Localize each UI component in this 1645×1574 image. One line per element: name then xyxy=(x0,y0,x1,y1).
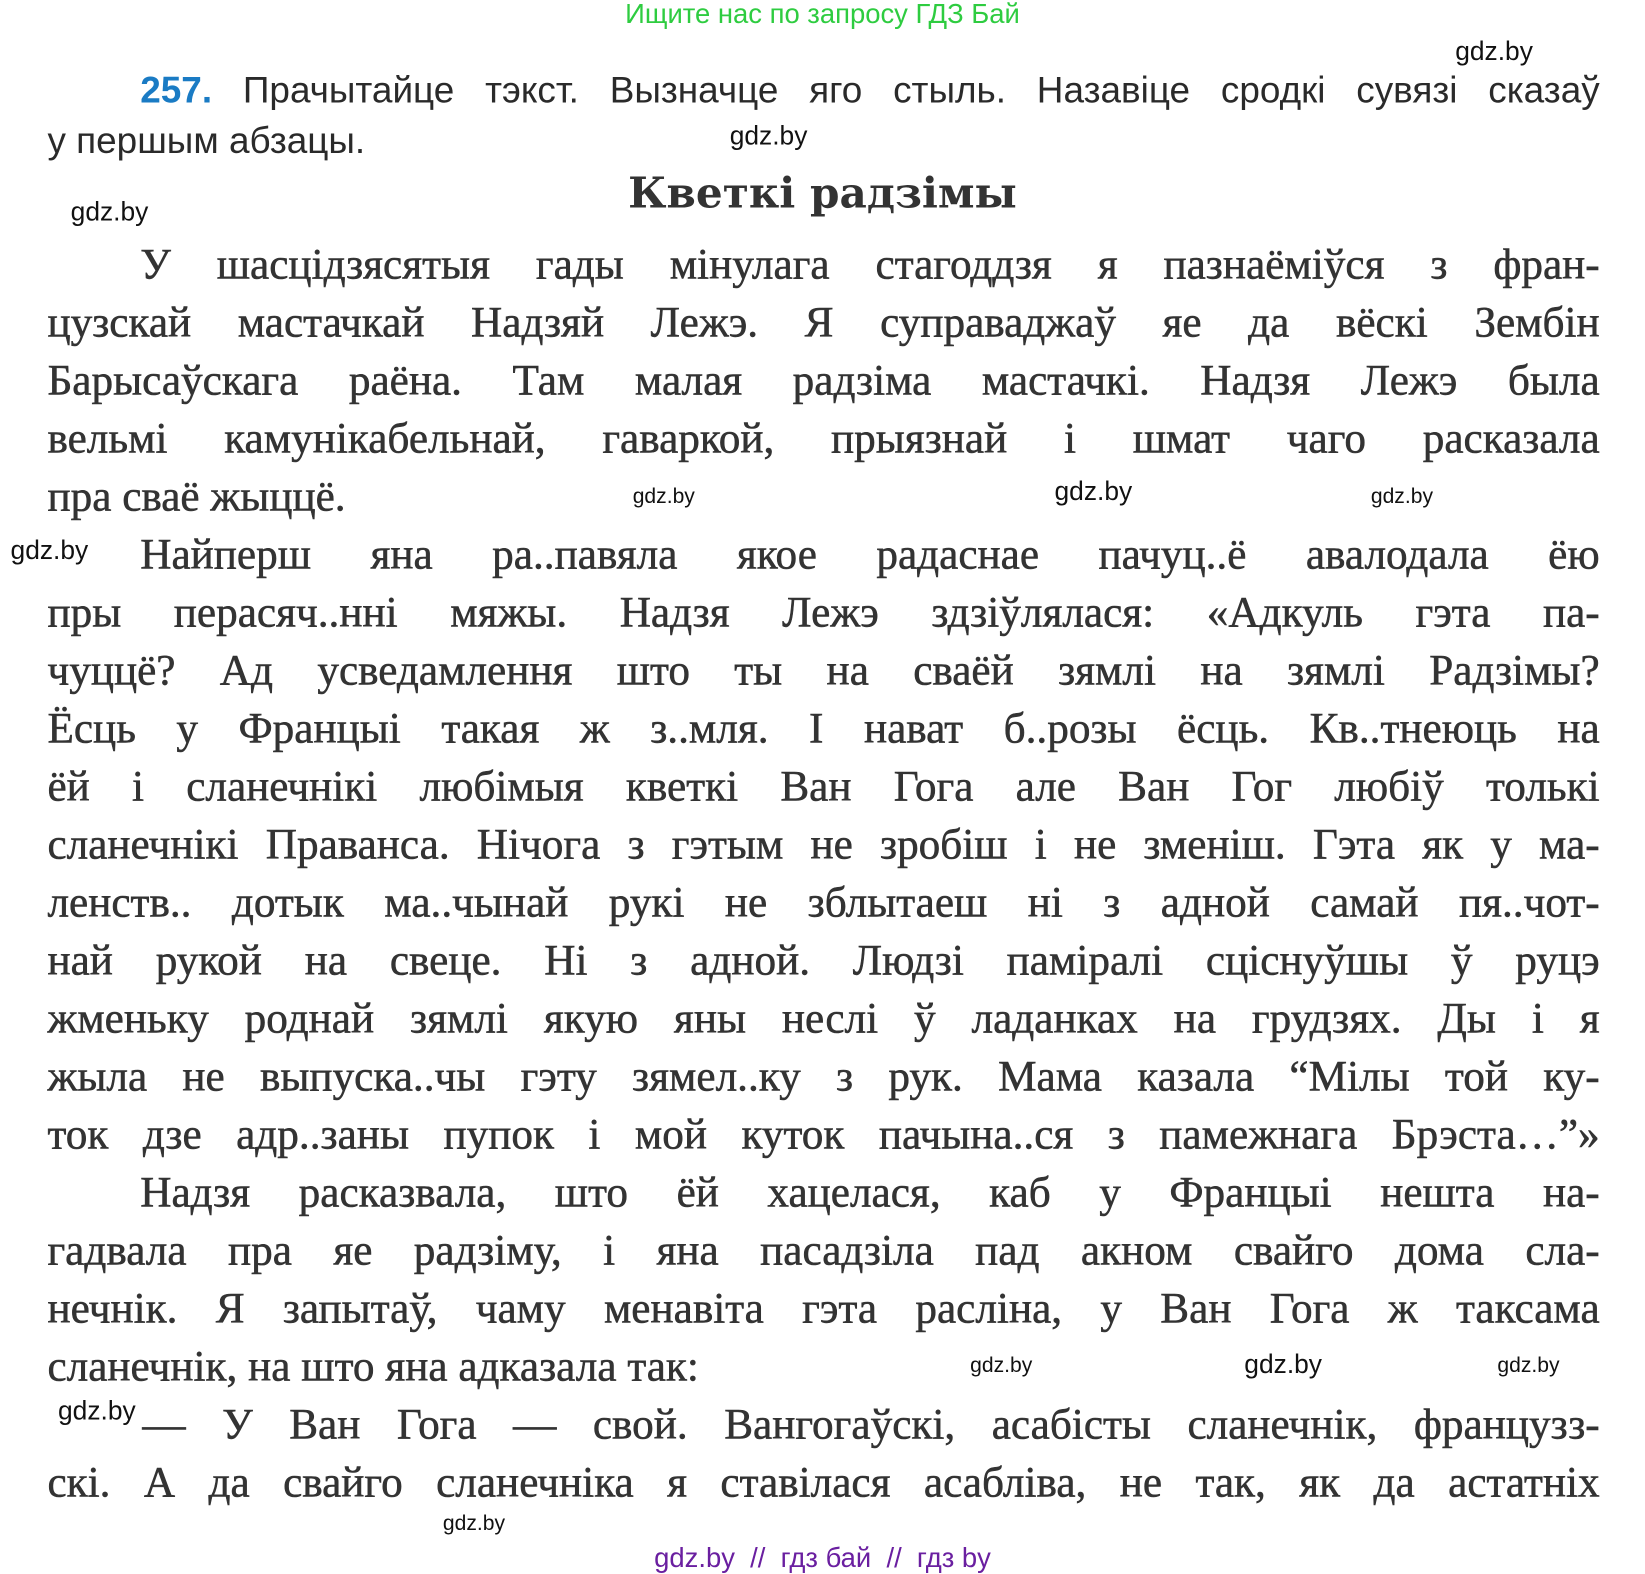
text-line: Барысаўскага раёна. Там малая радзіма мастачкі. Надзя Лежэ была xyxy=(47,355,1600,404)
text-line: сланечнік, на што яна адказала так: xyxy=(47,1341,699,1390)
exercise-task xyxy=(47,70,1599,112)
text-line: Найперш яна ра..павяла якое радаснае пачуц..ё авалодала ёю xyxy=(140,529,1600,578)
text-line: сланечнікі Праванса. Нічога з гэтым не зробіш і не зменіш. Гэта як у ма- xyxy=(47,819,1600,868)
watermark: gdz.by xyxy=(1497,1353,1560,1378)
text-line: нечнік. Я запытаў, чаму менавіта гэта расліна, у Ван Гога ж таксама xyxy=(47,1283,1600,1332)
watermark: gdz.by xyxy=(442,1512,506,1536)
watermark: gdz.by xyxy=(70,197,149,227)
text-line: ёй і сланечнікі любімыя кветкі Ван Гога але Ван Гог любіў толькі xyxy=(47,761,1600,810)
text-line: жыла не выпуска..чы гэту зямел..ку з рук. Мама казала “Мілы той ку- xyxy=(47,1051,1600,1100)
watermark: gdz.by xyxy=(970,1353,1033,1378)
text-line: скі. А да свайго сланечніка я ставілася асабліва, не так, як да астатніх xyxy=(47,1457,1600,1506)
footer-links: gdz.by // гдз бай // гдз by xyxy=(654,1541,991,1574)
watermark: gdz.by xyxy=(1370,485,1433,509)
watermark: gdz.by xyxy=(1244,1349,1322,1380)
text-line: пра сваё жыццё. xyxy=(47,471,346,520)
text-line: пры перасяч..нні мяжы. Надзя Лежэ здзіўлялася: «Адкуль гэта па- xyxy=(47,587,1600,636)
watermark: gdz.by xyxy=(57,1396,136,1426)
task-text: Прачытайце тэкст. Вызначце яго стыль. Назавіце сродкі сувязі сказаў xyxy=(242,69,1600,111)
exercise-number: 257. xyxy=(140,69,213,111)
text-line: чуццё? Ад усведамлення што ты на сваёй зямлі на зямлі Радзімы? xyxy=(47,645,1600,694)
text-line: ток дзе адр..заны пупок і мой куток пачына..ся з памежнага Брэста…”» xyxy=(47,1109,1600,1158)
text-line: най рукой на свеце. Ні з адной. Людзі паміралі сціснуўшы ў руцэ xyxy=(47,935,1600,984)
text-title: Кветкі радзімы xyxy=(628,168,1017,219)
text-line: Надзя расказвала, што ёй хацелася, каб у Францыі нешта на- xyxy=(140,1167,1600,1216)
text-line: — У Ван Гога — свой. Вангогаўскі, асабісты сланечнік, французз- xyxy=(142,1399,1600,1448)
text-line: ленств.. дотык ма..чынай рукі не зблытаеш ні з адной самай пя..чот- xyxy=(47,877,1600,926)
text-line: жменьку роднай зямлі якую яны неслі ў ладанках на грудзях. Ды і я xyxy=(47,993,1600,1042)
text-line: гадвала пра яе радзіму, і яна пасадзіла пад акном свайго дома сла- xyxy=(47,1225,1600,1274)
text-line: цузскай мастачкай Надзяй Лежэ. Я суправаджаў яе да вёскі Зембін xyxy=(47,297,1600,346)
watermark: gdz.by xyxy=(1455,36,1533,67)
text-line: вельмі камунікабельнай, гаваркой, прыязнай і шмат чаго расказала xyxy=(47,413,1600,462)
text-line: Ёсць у Францыі такая ж з..мля. І нават б..розы ёсць. Кв..тнеюць на xyxy=(47,703,1600,752)
watermark: gdz.by xyxy=(10,535,89,566)
text-line: У шасцідзясятыя гады мінулага стагоддзя я пазнаёміўся з фран- xyxy=(140,239,1600,288)
task-text-continued: у першым абзацы. xyxy=(47,120,366,162)
search-banner: Ищите нас по запросу ГДЗ Бай xyxy=(625,0,1020,30)
watermark: gdz.by xyxy=(729,121,808,151)
watermark: gdz.by xyxy=(1054,476,1133,507)
watermark: gdz.by xyxy=(632,485,695,509)
